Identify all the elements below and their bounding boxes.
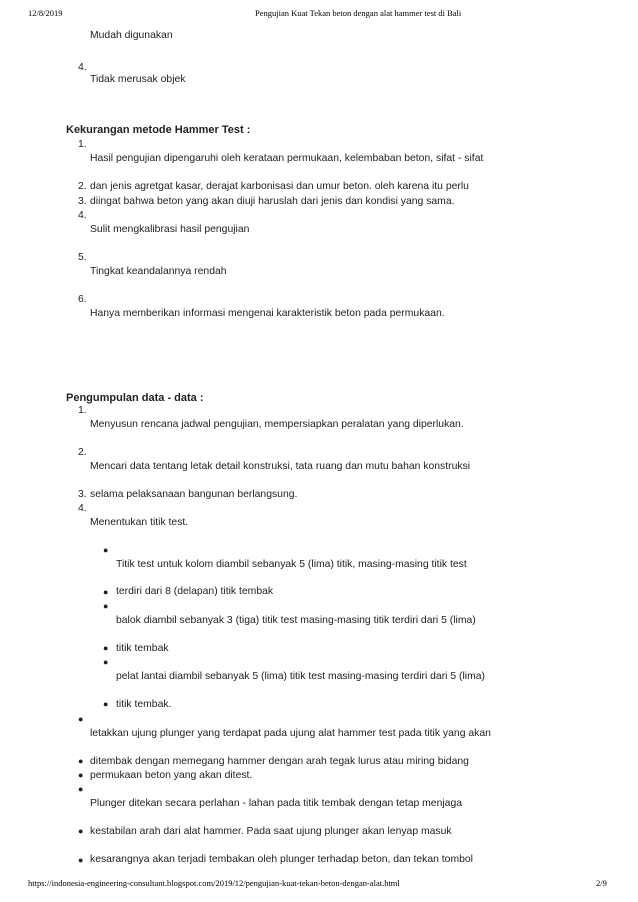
kekurangan-item-number: 1. — [78, 139, 87, 150]
kekurangan-item-text: Sulit mengkalibrasi hasil pengujian — [90, 224, 250, 235]
pengumpulan-item-number: 3. — [78, 489, 87, 500]
bullet-text: Plunger ditekan secara perlahan - lahan pada titik tembak dengan tetap menjaga — [90, 798, 463, 809]
pengumpulan-item-number: 4. — [78, 503, 87, 514]
bullet-icon: ● — [78, 826, 84, 836]
pengumpulan-item-number: 1. — [78, 405, 87, 416]
bullet-icon: ● — [78, 756, 84, 766]
kekurangan-item-number: 2. — [78, 181, 87, 192]
pengumpulan-item-number: 2. — [78, 447, 87, 458]
pengumpulan-heading: Pengumpulan data - data : — [66, 392, 204, 404]
bullet-text: kesarangnya akan terjadi tembakan oleh plunger terhadap beton, dan tekan tombol — [90, 854, 473, 865]
page-number: 2/9 — [596, 878, 607, 888]
kekurangan-item-text: Hasil pengujian dipengaruhi oleh kerataan permukaan, kelembaban beton, sifat - sifat — [90, 153, 484, 164]
bullet-icon: ● — [103, 545, 109, 555]
sub-bullet-text: Titik test untuk kolom diambil sebanyak 5 (lima) titik, masing-masing titik test — [116, 559, 467, 570]
bullet-text: kestabilan arah dari alat hammer. Pada saat ujung plunger akan lenyap masuk — [90, 826, 452, 837]
kekurangan-heading: Kekurangan metode Hammer Test : — [66, 124, 251, 136]
kekurangan-item-text: dan jenis agretgat kasar, derajat karbonisasi dan umur beton. oleh karena itu perlu — [90, 181, 469, 192]
pengumpulan-item-text: selama pelaksanaan bangunan berlangsung. — [90, 489, 298, 500]
bullet-icon: ● — [103, 587, 109, 597]
print-date: 12/8/2019 — [28, 8, 63, 18]
bullet-icon: ● — [103, 643, 109, 653]
advantage-item-4-number: 4. — [78, 62, 87, 73]
bullet-icon: ● — [78, 770, 84, 780]
advantage-item-4-text: Tidak merusak objek — [90, 74, 186, 85]
sub-bullet-text: titik tembak. — [116, 699, 172, 710]
sub-bullet-text: terdiri dari 8 (delapan) titik tembak — [116, 586, 274, 597]
pengumpulan-item-text: Mencari data tentang letak detail konstruksi, tata ruang dan mutu bahan konstruksi — [90, 461, 471, 472]
sub-bullet-text: titik tembak — [116, 643, 169, 654]
page-header-title: Pengujian Kuat Tekan beton dengan alat hammer test di Bali — [255, 8, 462, 18]
bullet-icon: ● — [103, 657, 109, 667]
bullet-text: permukaan beton yang akan ditest. — [90, 770, 253, 781]
sub-bullet-text: balok diambil sebanyak 3 (tiga) titik test masing-masing titik terdiri dari 5 (lima) — [116, 615, 476, 626]
bullet-icon: ● — [103, 601, 109, 611]
kekurangan-item-number: 5. — [78, 252, 87, 263]
bullet-icon: ● — [78, 784, 84, 794]
kekurangan-item-text: diingat bahwa beton yang akan diuji haruslah dari jenis dan kondisi yang sama. — [90, 196, 455, 207]
pengumpulan-item-text: Menentukan titik test. — [90, 517, 189, 528]
bullet-icon: ● — [78, 855, 84, 865]
kekurangan-item-number: 4. — [78, 210, 87, 221]
pengumpulan-item-text: Menyusun rencana jadwal pengujian, mempersiapkan peralatan yang diperlukan. — [90, 419, 464, 430]
bullet-text: ditembak dengan memegang hammer dengan arah tegak lurus atau miring bidang — [90, 756, 469, 767]
kekurangan-item-number: 6. — [78, 294, 87, 305]
bullet-text: letakkan ujung plunger yang terdapat pada ujung alat hammer test pada titik yang akan — [90, 728, 491, 739]
bullet-icon: ● — [103, 699, 109, 709]
kekurangan-item-number: 3. — [78, 196, 87, 207]
page-url[interactable]: https://indonesia-engineering-consultant.blogspot.com/2019/12/pengujian-kuat-tekan-beton-dengan-alat.html — [28, 878, 400, 888]
advantage-item-3-text: Mudah digunakan — [90, 30, 173, 41]
kekurangan-item-text: Hanya memberikan informasi mengenai karakteristik beton pada permukaan. — [90, 308, 445, 319]
bullet-icon: ● — [78, 714, 84, 724]
kekurangan-item-text: Tingkat keandalannya rendah — [90, 266, 227, 277]
sub-bullet-text: pelat lantai diambil sebanyak 5 (lima) titik test masing-masing terdiri dari 5 (lima) — [116, 671, 486, 682]
